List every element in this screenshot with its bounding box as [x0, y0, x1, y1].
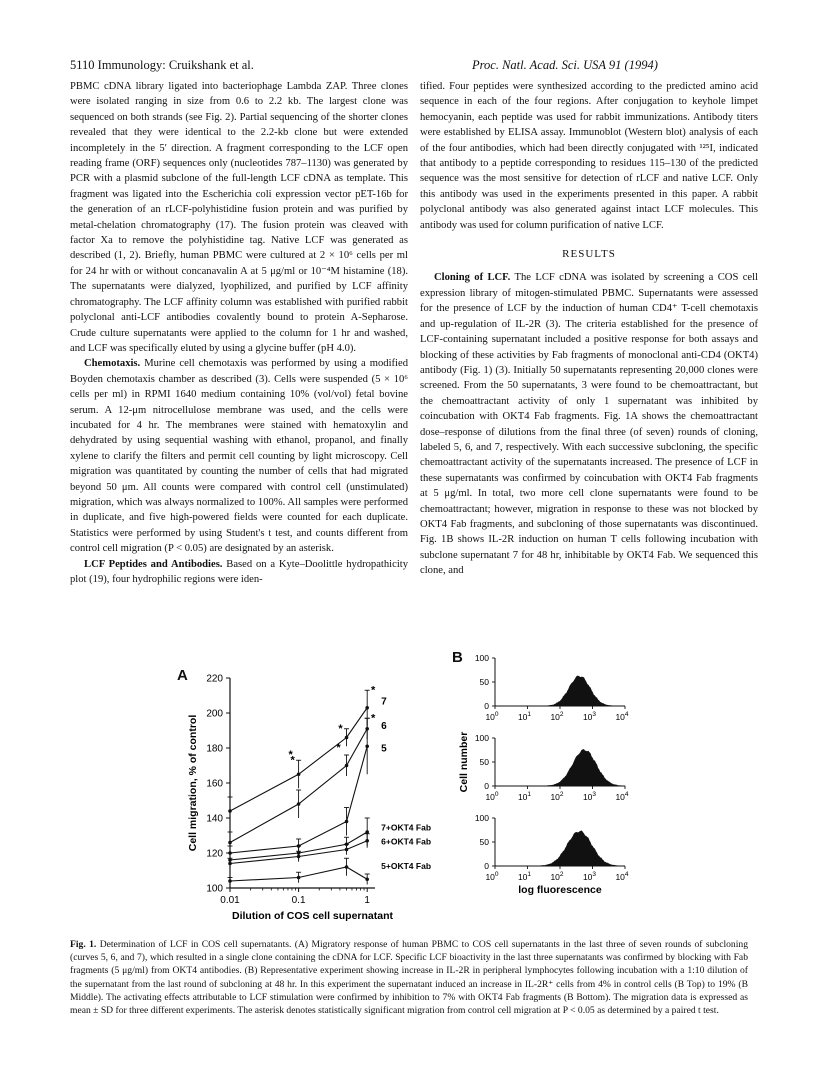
left-text-column [70, 79, 408, 587]
hist-y-tick-label: 50 [479, 837, 489, 847]
hist-x-axis-label: log fluorescence [518, 884, 602, 896]
histogram-middle [495, 749, 625, 786]
data-point [228, 862, 232, 866]
series-label-2: 5 [381, 743, 387, 755]
hist-x-tick-label: $10^3$ [582, 711, 597, 722]
data-point [228, 841, 232, 845]
histogram-bottom [495, 831, 625, 866]
y-tick-label: 140 [206, 813, 223, 825]
significance-star: * [290, 754, 295, 767]
series-label-5: 5+OKT4 Fab [381, 860, 432, 871]
data-point [345, 865, 349, 869]
data-point [297, 855, 301, 859]
methods-paragraph-chemotaxis [70, 356, 408, 556]
hist-y-tick-label: 100 [474, 653, 489, 663]
chemotaxis-heading: Chemotaxis. [84, 358, 141, 370]
hist-y-tick-label: 100 [474, 813, 489, 823]
hist-x-tick-label: $10^2$ [550, 871, 564, 882]
significance-star: * [371, 684, 376, 697]
cloning-text: The LCF cDNA was isolated by screening a COS cell expression library of mitogen-stimulated PBMC. Supernatants were assessed for the presence of LCF by the induction of human CD4⁺ T-cell chemotaxis and up-regulation of IL-2R (3). The criteria established for the presence of LCF-containing supernatant included a positive response for both assays and blocking of these activities by Fab fragments of monoclonal anti-CD4 (OKT4) antibody (Fig. 1) (3). Initially 50 supernatants representing 20,000 clones were screened. From the 50 supernatants, 3 were found to be chemoattractant, but the chemoattractant activity of only 1 supernatant was inhibited by coincubation with OKT4 Fab fragments. Fig. 1A shows the chemoattractant dose–response of dilutions from the final three (of seven) rounds of cloning, labeled 5, 6, and 7, respectively. With each successive subcloning, the specific chemoattractant activity of the supernatants increased. The presence of LCF in these supernatants was confirmed by coincubation with OKT4 Fab fragments at 5 μg/ml. In total, two more cell clone supernatants were found to be chemoattractant; however, migration in response to these was not blocked by OKT4 Fab fragments, and subcloning of those supernatants was discontinued. Fig. 1B shows IL-2R induction on human T cells following incubation with subclone supernatant 7 for 48 hr, inhibitable by OKT4 Fab. We sequenced this clone, and [420, 272, 758, 577]
hist-x-tick-label: $10^0$ [485, 871, 499, 882]
significance-star: * [336, 742, 341, 754]
hist-x-tick-label: $10^4$ [615, 871, 629, 882]
data-point [345, 736, 349, 740]
results-heading: RESULTS [562, 248, 616, 261]
data-point [365, 830, 369, 834]
y-tick-label: 220 [206, 673, 223, 685]
data-point [228, 879, 232, 883]
y-tick-label: 120 [206, 848, 223, 860]
cloning-heading: Cloning of LCF. [434, 272, 511, 284]
right-text-column [420, 79, 758, 579]
figure-1a-line-chart [170, 670, 440, 925]
hist-x-tick-label: $10^1$ [517, 711, 532, 722]
peptides-heading: LCF Peptides and Antibodies. [84, 558, 223, 570]
histogram-top [495, 676, 625, 706]
x-tick-label: 0.1 [291, 895, 306, 906]
running-header-right: Proc. Natl. Acad. Sci. USA 91 (1994) [472, 58, 658, 72]
data-point [345, 848, 349, 852]
data-point [365, 877, 369, 881]
series-label-1: 6 [381, 720, 387, 732]
data-point [345, 820, 349, 824]
hist-x-tick-label: $10^3$ [582, 871, 597, 882]
results-paragraph-cloning [420, 270, 758, 578]
hist-x-tick-label: $10^3$ [582, 791, 597, 802]
hist-x-tick-label: $10^0$ [485, 711, 499, 722]
data-point [297, 802, 301, 806]
data-point [365, 839, 369, 843]
significance-star: * [371, 712, 376, 725]
methods-paragraph-peptides [70, 557, 408, 588]
data-point [365, 744, 369, 748]
data-point [297, 772, 301, 776]
x-tick-label: 1 [364, 895, 370, 906]
hist-x-tick-label: $10^1$ [517, 791, 532, 802]
y-tick-label: 200 [206, 708, 223, 720]
hist-y-tick-label: 0 [484, 701, 489, 711]
hist-x-tick-label: $10^1$ [517, 871, 532, 882]
x-tick-label: 0.01 [220, 895, 240, 906]
data-point [297, 876, 301, 880]
series-label-0: 7 [381, 696, 387, 708]
series-label-4: 6+OKT4 Fab [381, 836, 432, 847]
caption-text: Determination of LCF in COS cell supernatants. (A) Migratory response of human PBMC to COS cell supernatants in the last three of seven rounds of subcloning (curves 5, 6, and 7), which resulted in a single clone containing the cDNA for LCF. Specific LCF bioactivity in the last three supernatants was confirmed by blocking with Fab fragments (5 μg/ml) from OKT4 antibodies. (B) Representative experiment showing increase in IL-2R in peripheral lymphocytes following incubation with a 1:10 dilution of the supernatant from the last round of subcloning at 48 hr. In this experiment the supernatant induced an increase in IL-2R⁺ cells from 4% in control cells (B Top) to 19% (B Middle). The activating effects attributable to LCF stimulation were confirmed by inhibition to 7% with OKT4 Fab fragments (B Bottom). The migration data is expressed as mean ± SD for three different experiments. The asterisk denotes statistically significant migration from control cell migration at P < 0.05 as determined by a paired t test. [70, 939, 748, 1017]
series-label-3: 7+OKT4 Fab [381, 822, 432, 833]
hist-y-axis-label: Cell number [458, 731, 470, 793]
hist-x-tick-label: $10^2$ [550, 711, 564, 722]
y-tick-label: 100 [206, 883, 223, 895]
significance-star: * [338, 722, 343, 735]
hist-y-tick-label: 0 [484, 861, 489, 871]
y-tick-label: 160 [206, 778, 223, 790]
y-axis-label: Cell migration, % of control [187, 714, 199, 852]
y-tick-label: 180 [206, 743, 223, 755]
caption-label: Fig. 1. [70, 939, 97, 950]
data-point [345, 764, 349, 768]
methods-paragraph-cdna: PBMC cDNA library ligated into bacteriophage Lambda ZAP. Three clones were isolated ranging in size from 0.6 to 2.2 kb. The largest clone was sequenced on both strands (see Fig. 2). Partial sequencing of the shorter clones revealed that they were identical to the 2.2-kb clone but were extended incompletely in the 5′ direction. A fragment corresponding to the LCF open reading frame (ORF) sequences only (nucleotides 787–1130) was generated by PCR with a plasmid subclone of the full-length LCF cDNA as template. This fragment was ligated into the Escherichia coli expression vector pET-16b for the generation of an rLCF-polyhistidine fusion protein and was purified by metal-chelation chromatography (17). The fusion protein was cleaved with factor Xa to remove the polyhistidine tag. Native LCF was generated as described (1, 2). Briefly, human PBMC were cultured at 2 × 10⁶ cells per ml for 24 hr with or without concanavalin A at 5 μg/ml or 10⁻⁴M histamine (18). The supernatants were dialyzed, lyophilized, and purified by LCF affinity chromatography. The LCF affinity column was established with purified rabbit polyclonal anti-LCF antibodies covalently bound to protein A-Sepharose. Crude culture supernatants were applied to the column for 1 hr and washed, and LCF was specifically eluted by using a glycine buffer (pH 4.0). [70, 81, 408, 354]
methods-paragraph-antibodies: tified. Four peptides were synthesized according to the predicted amino acid sequence in each of the four regions. After conjugation to keyhole limpet hemocyanin, each peptide was used for rabbit immunizations. Antibody titers were established by ELISA assay. Immunoblot (Western blot) analysis of each of the four antibodies, which had been directly conjugated with ¹²⁵I, indicated that antibody to a peptide corresponding to residues 115–130 of the predicted sequence was the most sensitive for detection of rLCF and native LCF. Only this antibody was used in the experiments presented in this paper. A rabbit polyclonal antibody was also generated against intact LCF molecules. This antibody was used for column purification of native LCF. [420, 81, 758, 231]
data-point [228, 809, 232, 813]
figure-caption [70, 938, 748, 1017]
panel-b-letter: B [452, 649, 463, 666]
hist-y-tick-label: 50 [479, 677, 489, 687]
figure-1b-histograms [440, 650, 655, 925]
x-axis-label: Dilution of COS cell supernatant [231, 910, 394, 922]
hist-y-tick-label: 50 [479, 757, 489, 767]
significance-star: * [288, 749, 293, 761]
hist-x-tick-label: $10^4$ [615, 711, 629, 722]
chemotaxis-text: Murine cell chemotaxis was performed by using a modified Boyden chemotaxis chamber as described (3). Cells were suspended (5 × 10⁶ cells per ml) in RPMI 1640 medium containing 10% (vol/vol) fetal bovine serum. A 12-μm nitrocellulose membrane was used, and the cells were incubated for 4 hr. The membranes were stained with hematoxylin and dehydrated by using sequential washing with ethanol, propanol, and finally xylene to clarify the filters and permit cell counting by light microscopy. Cell migration was quantitated by counting the number of cells that had migrated beyond 50 μm. All counts were compared with control cell (unstimulated) migration, which was always normalized to 100%. All samples were performed in duplicate, and five high-powered fields were counted for each duplicate. Statistics were performed by using Student's t test, and counts different from control cell migration (P < 0.05) are designated by an asterisk. [70, 358, 408, 555]
running-header-left: 5110 Immunology: Cruikshank et al. [70, 58, 254, 72]
data-point [365, 706, 369, 710]
hist-x-tick-label: $10^4$ [615, 791, 629, 802]
hist-x-tick-label: $10^2$ [550, 791, 564, 802]
hist-x-tick-label: $10^0$ [485, 791, 499, 802]
peptides-text: Based on a Kyte–Doolittle hydropathicity plot (19), four hydrophilic regions were iden- [70, 558, 409, 585]
hist-y-tick-label: 100 [474, 733, 489, 743]
hist-y-tick-label: 0 [484, 781, 489, 791]
panel-a-letter: A [177, 667, 188, 684]
